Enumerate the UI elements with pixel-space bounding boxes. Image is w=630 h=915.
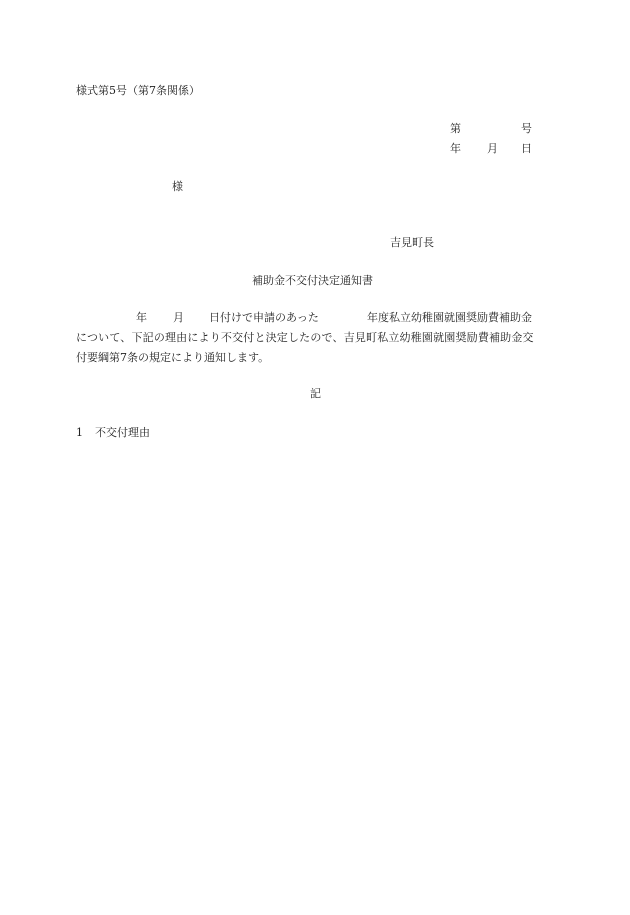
body-text-line-2: について、下記の理由により不交付と決定したので、吉見町私立幼稚園就園奨励費補助金交 bbox=[76, 331, 534, 344]
ki-heading: 記 bbox=[310, 387, 321, 400]
date-day-label: 日 bbox=[521, 142, 532, 155]
document-title: 補助金不交付決定通知書 bbox=[252, 274, 373, 287]
body-year-label: 年 bbox=[136, 311, 147, 324]
form-number: 様式第5号（第7条関係） bbox=[76, 84, 200, 97]
body-text-line-3: 付要綱第7条の規定により通知します。 bbox=[76, 351, 270, 364]
item-label-non-grant-reason: 不交付理由 bbox=[95, 426, 150, 439]
body-subsidy-text: 年度私立幼稚園就園奨励費補助金 bbox=[367, 311, 532, 324]
sender-name: 吉見町長 bbox=[390, 236, 434, 249]
addressee-honorific: 様 bbox=[172, 180, 183, 193]
date-month-label: 月 bbox=[487, 142, 498, 155]
item-number: 1 bbox=[76, 426, 83, 439]
document-number-suffix: 号 bbox=[521, 122, 532, 135]
date-year-label: 年 bbox=[450, 142, 461, 155]
body-application-text: 日付けで申請のあった bbox=[209, 311, 319, 324]
document-number-prefix: 第 bbox=[450, 122, 461, 135]
body-month-label: 月 bbox=[173, 311, 184, 324]
